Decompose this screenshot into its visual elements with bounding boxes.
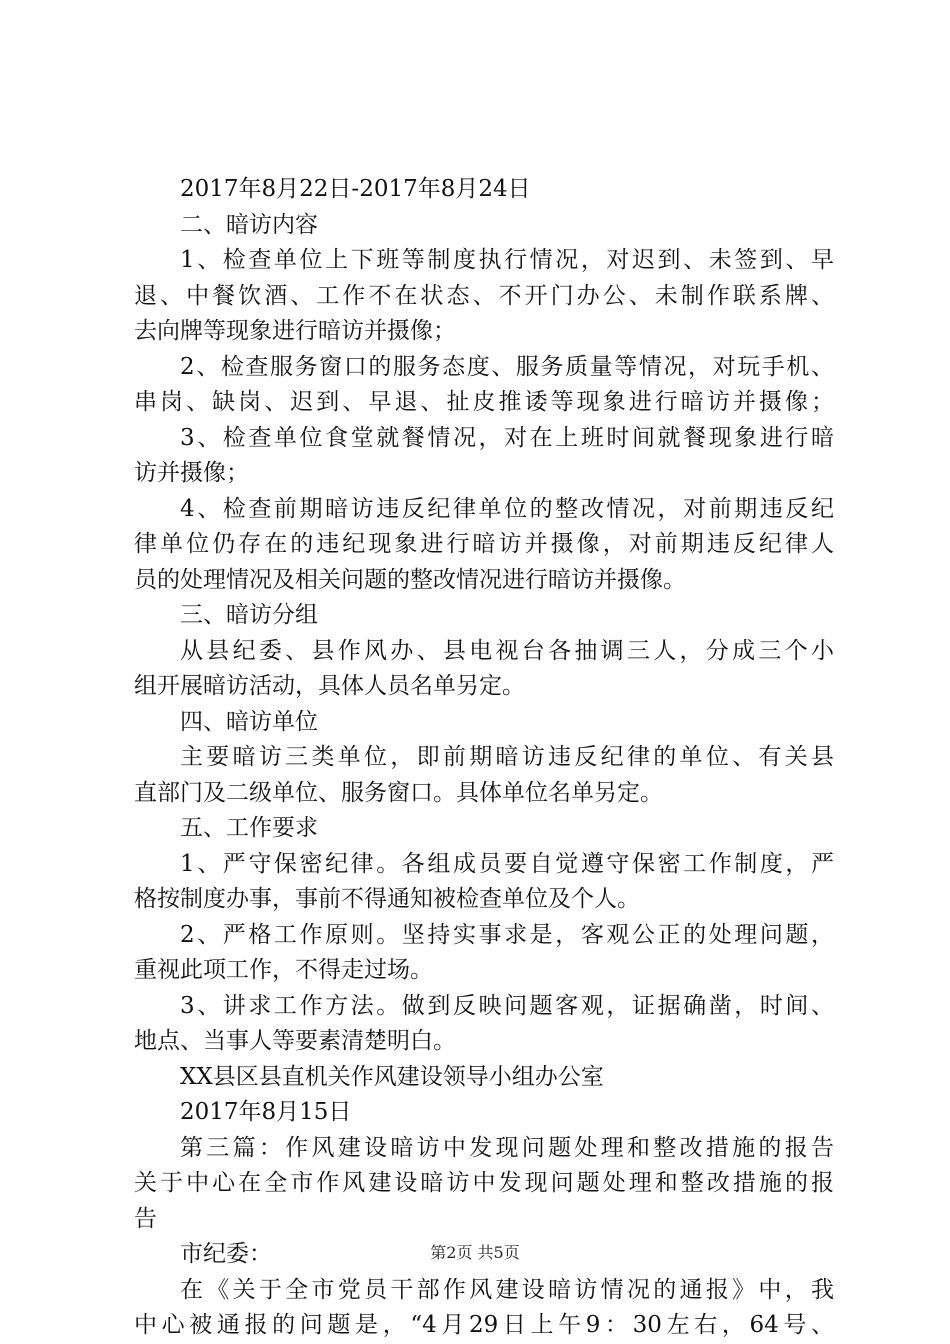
text-line: 第三篇：作风建设暗访中发现问题处理和整改措施的报告 [180,1134,834,1161]
text-line: 2017年8月22日-2017年8月24日 [180,176,531,202]
text-line: 3、讲求工作方法。做到反映问题客观，证据确凿，时间、 [180,992,834,1019]
text-line: 格按制度办事，事前不得通知被检查单位及个人。 [134,886,640,912]
text-line: 市纪委： [180,1241,272,1267]
text-line: 地点、当事人等要素清楚明白。 [134,1028,456,1054]
text-line: 去向牌等现象进行暗访并摄像； [134,318,456,344]
text-line: 访并摄像； [134,460,249,486]
text-line: 2017年8月15日 [180,1099,352,1125]
text-line: 三、暗访分组 [180,602,318,628]
text-line: 员的处理情况及相关问题的整改情况进行暗访并摄像。 [134,566,686,593]
text-line: 直部门及二级单位、服务窗口。具体单位名单另定。 [134,779,663,806]
text-line: 四、暗访单位 [180,708,318,735]
text-line: 主要暗访三类单位，即前期暗访违反纪律的单位、有关县 [180,744,834,770]
page-footer: 第2页 共5页 [430,1243,520,1262]
text-line: 退、中餐饮酒、工作不在状态、不开门办公、未制作联系牌、 [134,282,834,309]
text-line: 串岗、缺岗、迟到、早退、扯皮推诿等现象进行暗访并摄像； [134,389,834,415]
text-line: 组开展暗访活动，具体人员名单另定。 [134,673,525,699]
text-line: 3、检查单位食堂就餐情况，对在上班时间就餐现象进行暗 [180,424,834,451]
text-line: 告 [134,1205,157,1232]
text-line: 二、暗访内容 [180,211,318,238]
text-line: 关于中心在全市作风建设暗访中发现问题处理和整改措施的报 [134,1170,834,1196]
text-line: 五、工作要求 [180,815,318,841]
text-line: XX县区县直机关作风建设领导小组办公室 [180,1063,604,1090]
text-line: 1、严守保密纪律。各组成员要自觉遵守保密工作制度，严 [180,850,834,877]
document-body [134,172,834,1344]
text-line: 2、检查服务窗口的服务态度、服务质量等情况，对玩手机、 [180,353,834,380]
text-line: 律单位仍存在的违纪现象进行暗访并摄像，对前期违反纪律人 [134,531,834,557]
text-line: 4、检查前期暗访违反纪律单位的整改情况，对前期违反纪 [180,495,834,522]
text-line: 在《关于全市党员干部作风建设暗访情况的通报》中，我 [180,1276,834,1303]
text-line: 重视此项工作，不得走过场。 [134,957,433,983]
text-line: 1、检查单位上下班等制度执行情况，对迟到、未签到、早 [180,247,834,273]
text-line: 中心被通报的问题是，“4月29日上午9：30左右，64号、 [134,1312,834,1338]
text-line: 2、严格工作原则。坚持实事求是，客观公正的处理问题， [180,921,834,948]
text-line: 从县纪委、县作风办、县电视台各抽调三人，分成三个小 [180,637,834,664]
